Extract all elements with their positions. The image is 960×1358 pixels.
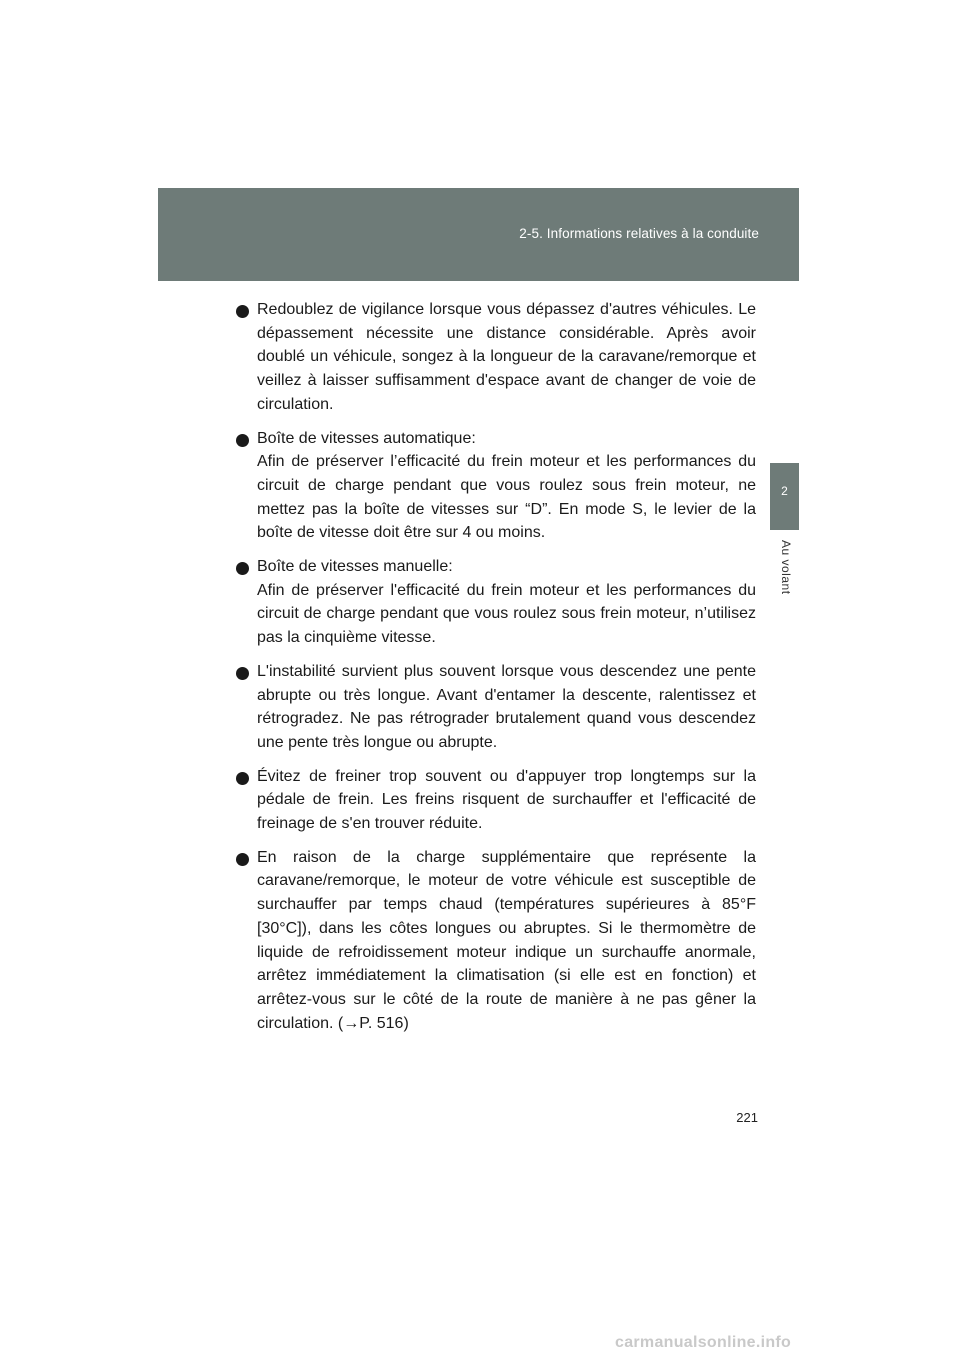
section-title: 2-5. Informations relatives à la conduite: [519, 226, 759, 241]
bullet-text: Afin de préserver l'efficacité du frein moteur et les performances du circuit de charge pendant que vous roulez sous frein moteur, n’utilisez pas la cinquième vitesse.: [257, 581, 756, 647]
bullet-item: [236, 765, 756, 836]
bullet-item: [236, 555, 756, 650]
bullet-text: Afin de préserver l’efficacité du frein moteur et les performances du circuit de charge pendant que vous roulez sous frein moteur, ne mettez pas la boîte de vitesses sur “D”. En mode S, le levier de la boîte de vitesse doit être sur 4 ou moins.: [257, 453, 756, 542]
bullet-item: [236, 660, 756, 755]
bullet-text: Redoublez de vigilance lorsque vous dépassez d'autres véhicules. Le dépassement nécessite une distance considérable. Après avoir doublé un véhicule, songez à la longueur de la caravane/remorque et veillez à laisser suffisamment d'espace avant de changer de voie de circulation.: [257, 301, 756, 413]
bullet-icon: [236, 562, 249, 575]
chapter-label: Au volant: [779, 540, 793, 595]
bullet-item: [236, 427, 756, 546]
chapter-number: 2: [781, 484, 788, 498]
bullet-text: L'instabilité survient plus souvent lorsque vous descendez une pente abrupte ou très longue. Avant d'entamer la descente, ralentissez et rétrogradez. Ne pas rétrograder brutalement quand vous descendez une pente très longue ou abrupte.: [257, 662, 756, 751]
bullet-text: En raison de la charge supplémentaire que représente la caravane/remorque, le moteur de votre véhicule est susceptible de surchauffer par temps chaud (températures supérieures à 85°F [30°C]), dans les côtes longues ou abruptes. Si le thermomètre de liquide de refroidissement moteur indique un surchauffe anormale, arrêtez immédiatement la climatisation (si elle est en fonction) et arrêtez-vous sur le côté de la route de manière à ne pas gêner la circulation. (→P. 516): [257, 848, 756, 1032]
watermark: carmanualsonline.info: [615, 1334, 792, 1351]
bullet-icon: [236, 305, 249, 318]
bullet-item: [236, 298, 756, 417]
bullet-title: Boîte de vitesses automatique:: [257, 429, 476, 447]
bullet-item: [236, 846, 756, 1036]
page-number: 221: [736, 1110, 758, 1125]
bullet-text: Évitez de freiner trop souvent ou d'appuyer trop longtemps sur la pédale de frein. Les freins risquent de surchauffer et l'efficacité de freinage de s'en trouver réduite.: [257, 767, 756, 833]
chapter-tab: [770, 463, 799, 530]
bullet-icon: [236, 772, 249, 785]
bullet-title: Boîte de vitesses manuelle:: [257, 558, 453, 576]
bullet-icon: [236, 434, 249, 447]
bullet-icon: [236, 853, 249, 866]
content-body: [236, 298, 756, 1045]
bullet-icon: [236, 667, 249, 680]
section-header-band: [158, 188, 799, 281]
